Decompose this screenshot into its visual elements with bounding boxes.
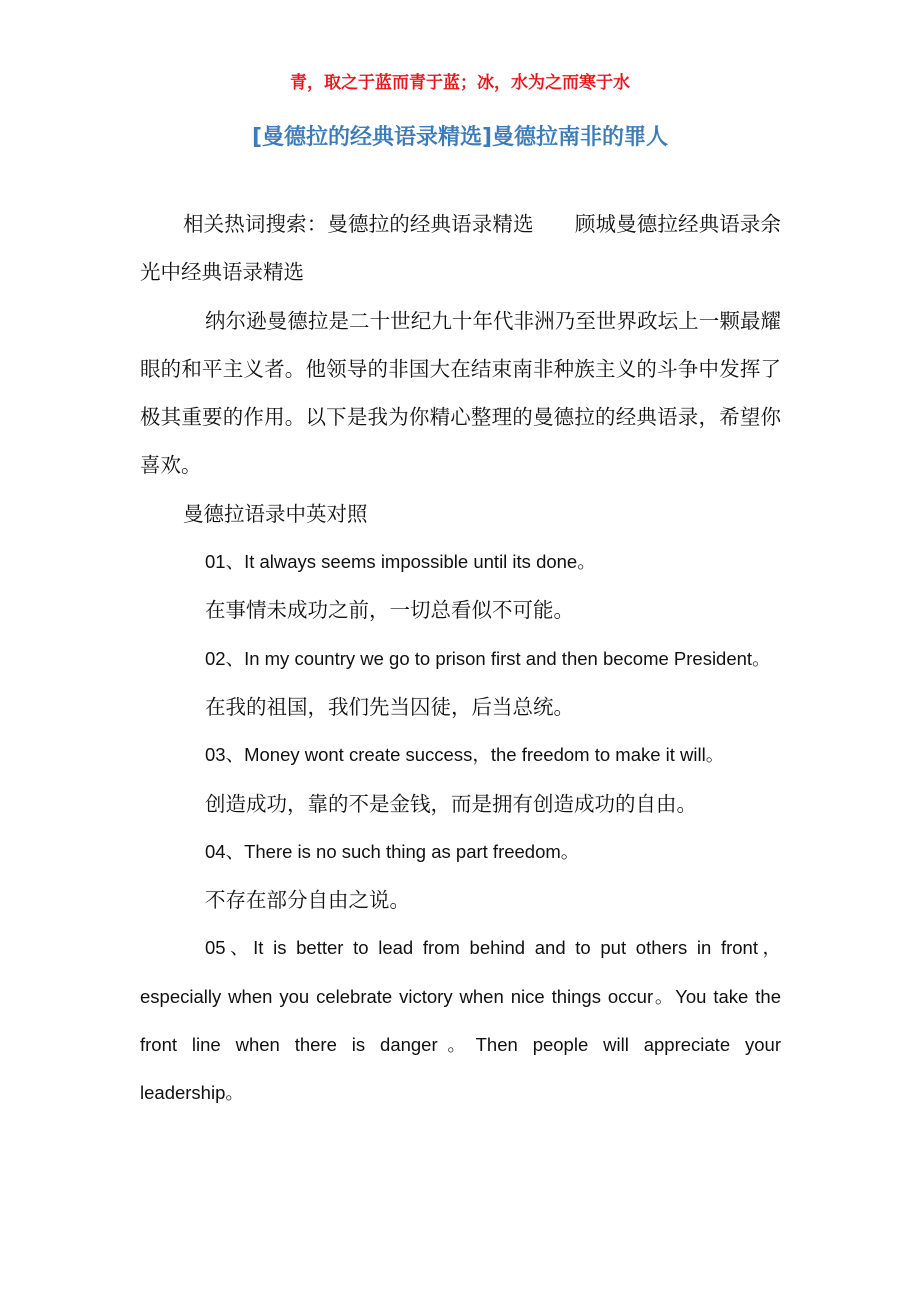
quote-zh: 在事情未成功之前，一切总看似不可能。 bbox=[205, 598, 574, 623]
quote-zh: 在我的祖国，我们先当囚徒，后当总统。 bbox=[205, 694, 574, 719]
quote-en: 03、Money wont create success，the freedom to make it will。 bbox=[205, 744, 725, 766]
related-keywords: 相关热词搜索：曼德拉的经典语录精选 顾城曼德拉经典语录余光中经典语录精选 bbox=[140, 212, 781, 285]
header-motto: 青，取之于蓝而青于蓝；冰，水为之而寒于水 bbox=[290, 73, 630, 93]
document-title: [曼德拉的经典语录精选]曼德拉南非的罪人 bbox=[251, 125, 669, 150]
quote-en: 02、In my country we go to prison first and then become President。 bbox=[205, 647, 771, 669]
quote-en: 05、It is better to lead from behind and to put others in front，especially when you celebrate victory when nice things occur。You take the front line when there is danger。Then people will appreciate your leadership。 bbox=[140, 937, 781, 1104]
quote-en: 04、There is no such thing as part freedom。 bbox=[205, 840, 580, 862]
quote-zh: 创造成功，靠的不是金钱，而是拥有创造成功的自由。 bbox=[205, 791, 697, 816]
quote-zh: 不存在部分自由之说。 bbox=[205, 888, 410, 913]
intro-paragraph: 纳尔逊曼德拉是二十世纪九十年代非洲乃至世界政坛上一颗最耀眼的和平主义者。他领导的非国大在结束南非种族主义的斗争中发挥了极其重要的作用。以下是我为你精心整理的曼德拉的经典语录，希望你喜欢。 bbox=[140, 308, 781, 478]
document-body bbox=[140, 200, 781, 1118]
quote-en: 01、It always seems impossible until its done。 bbox=[205, 551, 596, 573]
section-heading: 曼德拉语录中英对照 bbox=[183, 501, 368, 526]
